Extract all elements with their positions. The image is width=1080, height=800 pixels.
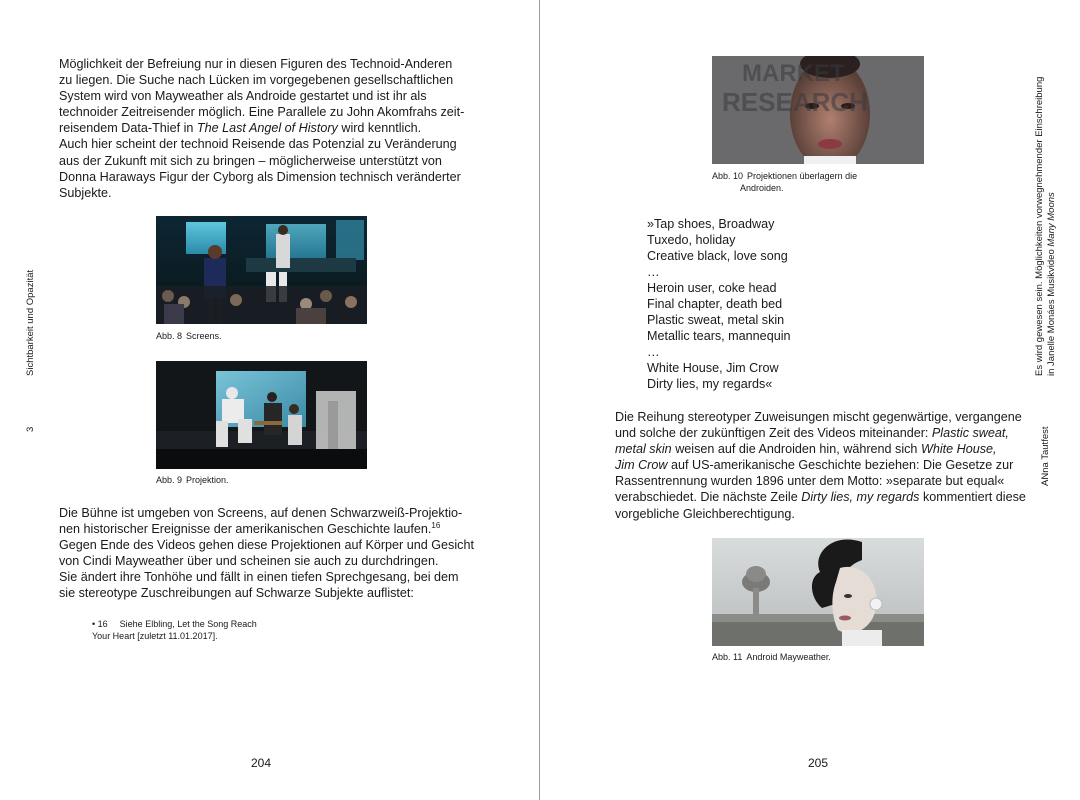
running-head-left: Sichtbarkeit und Opazität — [25, 269, 36, 376]
footnote-ref-16[interactable]: 16 — [431, 520, 441, 530]
left-page — [0, 0, 539, 800]
paragraph-3: Die Reihung stereotyper Zuweisungen mischt gegenwärtige, vergangene und solche der zukünftigen Zeit des Videos miteinander: Plastic sweat, metal skin weisen auf die Androiden hin, während sich White House, Jim Crow auf US-amerikanische Geschichte beziehen: Die Gesetze zur Rassentrennung wurden 1896 unter dem Motto: »separate but equal« verabschiedet. Die nächste Zeile Dirty lies, my regards kommentiert diese vorgebliche Gleichberechtigung. — [615, 410, 1026, 521]
running-head-right-line1: Es wird gewesen sein. Möglichkeiten vorwegnehmender Einschreibung — [1034, 76, 1045, 376]
figure-9-caption: Abb. 9 Projektion. — [156, 475, 229, 485]
figure-8-caption: Abb. 8 Screens. — [156, 331, 222, 341]
page-number-left: 204 — [251, 756, 272, 770]
author-name: ANna Tautfest — [1040, 426, 1051, 486]
figure-10-caption: Abb. 10 Projektionen überlagern die Androiden. — [712, 171, 858, 193]
footnote-16: • 16 Siehe Elbling, Let the Song Reach Your Heart [zuletzt 11.01.2017]. — [92, 619, 257, 641]
figure-11-caption: Abb. 11 Android Mayweather. — [712, 652, 831, 662]
right-page — [540, 0, 1080, 800]
lyrics-quote: »Tap shoes, Broadway Tuxedo, holiday Creative black, love song … Heroin user, coke head Final chapter, death bed Plastic sweat, metal skin Metallic tears, mannequin … White House, Jim Crow Dirty lies, my regards« — [647, 217, 791, 391]
figure-8-image — [156, 216, 367, 324]
fig10-overlay-market: MARKET — [742, 60, 845, 87]
paragraph-1: Möglichkeit der Befreiung nur in diesen Figuren des Technoid-Anderen zu liegen. Die Suche nach Lücken im vorgegebenen gesellschaftlichen System wird von Mayweather als Androide gestartet und ist ihr als technoider Zeitreisender möglich. Eine Parallele zu John Akomfrahs zeit- reisendem Data-Thief in The Last Angel of History wird kenntlich. Auch hier scheint der technoid Reisende das Potenzial zu Veränderung aus der Zukunft mit sich zu bringen – möglicherweise unterstützt von Donna Haraways Figur der Cyborg als Dimension technisch veränderter Subjekte. — [59, 57, 465, 200]
running-head-right-line2: in Janelle Monáes Musikvideo Many Moons — [1046, 192, 1057, 376]
fig10-overlay-research: RESEARCH — [722, 87, 868, 117]
paragraph-2: Die Bühne ist umgeben von Screens, auf denen Schwarzweiß-Projektio- nen historischer Ereignisse der amerikanischen Geschichte laufen.$^{16}$ Gegen Ende des Videos gehen diese Projektionen auf Körper und Gesicht von Cindi Mayweather über und scheinen sie auch zu durchdringen. Sie ändert ihre Tonhöhe und fällt in einen tiefen Sprechgesang, bei dem sie stereotype Zuschreibungen auf Schwarze Subjekte auflistet: — [59, 506, 474, 601]
figure-11-image — [712, 538, 924, 646]
chapter-number: 3 — [25, 426, 36, 432]
figure-9-image — [156, 361, 367, 469]
page-number-right: 205 — [808, 756, 829, 770]
figure-10-image — [712, 56, 924, 164]
